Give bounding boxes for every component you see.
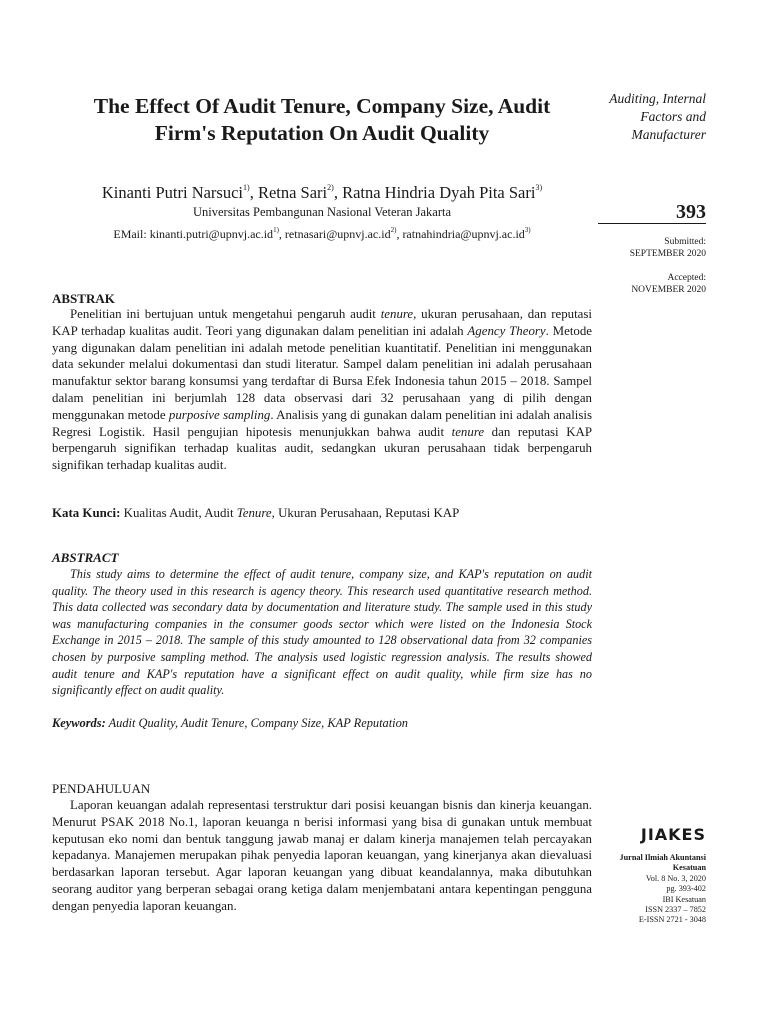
abstrak-text: , ukuran perusahaan, dan reputasi KAP terhadap kualitas audit. Teori yang digunakan dalam penelitian ini adalah: [52, 307, 592, 338]
kata-kunci-text: , Ukuran Perusahaan, Reputasi KAP: [271, 506, 460, 520]
paper-title: [52, 93, 592, 147]
journal-logo-text: JIAKES: [640, 825, 706, 844]
email-mark: 1): [273, 226, 279, 234]
journal-publisher: IBI Kesatuan: [662, 894, 706, 904]
pendahuluan-heading: PENDAHULUAN: [52, 781, 151, 796]
abstrak-text: Penelitian ini bertujuan untuk mengetahui pengaruh audit: [70, 307, 381, 321]
author-list: [52, 178, 592, 203]
page-number: 393: [676, 201, 706, 223]
sidebar-divider: [598, 223, 706, 224]
journal-info: [598, 853, 706, 926]
author-affil-mark: 1): [243, 183, 250, 192]
abstrak-text: dan reputasi KAP berpengaruh signifikan terhadap kualitas audit, sedangkan ukuran perusahaan tidak berpengaruh signifikan terhadap kualitas audit.: [52, 424, 592, 473]
submitted-label: Submitted:: [664, 237, 706, 247]
pendahuluan-body: [52, 797, 592, 915]
abstrak-italic: tenure: [380, 307, 414, 321]
journal-topic-line: Auditing, Internal: [609, 91, 706, 106]
abstrak-italic: Agency Theory: [467, 323, 546, 338]
author-separator: ,: [333, 183, 343, 202]
email-link[interactable]: retnasari@upnvj.ac.id: [284, 227, 391, 241]
pendahuluan-text: Laporan keuangan adalah representasi terstruktur dari posisi keuangan bisnis dan kinerja keuangan. Menurut PSAK 2018 No.1, laporan keuanga n berisi informasi yang bisa di gunakan untuk membuat keputusan eko nomi dan bentuk tanggung jawab manaj er dalam kinerja manajemen telah percayakan kepadanya. Manajemen merupakan pihak penyedia laporan keuangan, yang kinerjanya akan dievaluasi berdasarkan laporan tersebut. Agar laporan keuangan yang dibuat keandalannya, maka dibutuhkan seorang auditor yang berperan sebagai orang ketiga dalam menjembatani antara kepentingan pengguna dengan penyedia laporan keuangan.: [52, 798, 592, 913]
abstrak-text: . Metode yang digunakan dalam penelitian ini adalah metode penelitian kuantitatif. Penelitian ini menggunakan data sekunder melalui dokumentasi dan studi literatur. Sampel dalam penelitian ini adalah perusahaan manufaktur sektor barang konsumsi yang terdaftar di Bursa Efek Indonesia tahun 2015 – 2018. Sampel dalam penelitian ini berjumlah 128 data observasi dari 32 perusahaan yang di pilih dengan menggunakan metode: [52, 323, 593, 422]
email-prefix: EMail:: [113, 227, 150, 241]
kata-kunci-label: Kata Kunci:: [52, 506, 121, 520]
journal-full-name: Jurnal Ilmiah Akuntansi: [619, 853, 706, 862]
abstrak-italic: purposive sampling: [168, 407, 271, 422]
email-list: [52, 222, 592, 242]
email-separator: ,: [278, 227, 285, 241]
keywords-label: Keywords:: [52, 716, 106, 730]
abstract-body: [52, 566, 592, 699]
accepted-label: Accepted:: [667, 273, 706, 283]
author-affil-mark: 2): [327, 183, 334, 192]
abstrak-body: [52, 306, 592, 474]
title-line-1: The Effect Of Audit Tenure, Company Size, Audit: [93, 94, 551, 118]
submitted-info: [598, 237, 706, 260]
author-name: Ratna Hindria Dyah Pita Sari: [342, 183, 536, 202]
email-link[interactable]: kinanti.putri@upnvj.ac.id: [149, 227, 274, 241]
abstrak-italic: tenure: [451, 424, 485, 439]
submitted-date: SEPTEMBER 2020: [629, 248, 706, 259]
email-mark: 2): [390, 226, 397, 234]
journal-topic-line: Factors and: [640, 109, 706, 124]
accepted-date: NOVEMBER 2020: [631, 284, 706, 295]
journal-pages: pg. 393-402: [666, 884, 706, 894]
kata-kunci: [52, 505, 592, 521]
journal-full-name: Kesatuan: [672, 863, 706, 873]
email-mark: 3): [524, 226, 531, 234]
journal-topic-line: Manufacturer: [631, 127, 706, 142]
email-link[interactable]: ratnahindria@upnvj.ac.id: [402, 227, 525, 241]
journal-issn: ISSN 2337 – 7852: [645, 905, 706, 915]
author-name: Retna Sari: [257, 183, 328, 202]
abstrak-heading: ABSTRAK: [52, 291, 115, 306]
journal-volume: Vol. 8 No. 3, 2020: [645, 873, 706, 883]
author-affil-mark: 3): [535, 183, 543, 192]
accepted-info: [598, 273, 706, 296]
author-name: Kinanti Putri Narsuci: [101, 183, 244, 202]
kata-kunci-italic: Tenure: [236, 506, 272, 520]
kata-kunci-text: Kualitas Audit, Audit: [120, 506, 237, 520]
author-separator: ,: [249, 183, 258, 202]
email-separator: ,: [396, 227, 403, 241]
abstrak-text: . Analisis yang di gunakan dalam penelitian ini adalah analisis Regresi Logistik. Hasil pengujian hipotesis menunjukkan bahwa audit: [52, 407, 592, 439]
journal-topic: [598, 90, 706, 144]
keywords: [52, 715, 592, 731]
affiliation: Universitas Pembangunan Nasional Veteran Jakarta: [192, 205, 452, 219]
abstract-text: This study aims to determine the effect of audit tenure, company size, and KAP's reputation on audit quality. The theory used in this research is agency theory. This research used quantitative research method. This data collected was secondary data by documentation and literature study. The sample used in this study was manufacturing companies in the consumer goods sector which were listed on the Indonesia Stock Exchange in 2015 – 2018. The sample of this study amounted to 128 observational data from 32 companies chosen by purposive sampling method. The analysis used logistic regression analysis. The results showed audit tenure and KAP's reputation have a significant effect on audit quality, while firm size has no significantly effect on audit quality.: [52, 567, 592, 698]
title-line-2: Firm's Reputation On Audit Quality: [154, 121, 490, 145]
journal-eissn: E-ISSN 2721 - 3048: [638, 915, 706, 925]
keywords-text: Audit Quality, Audit Tenure, Company Size, KAP Reputation: [105, 716, 409, 730]
abstract-heading: ABSTRACT: [52, 550, 119, 565]
